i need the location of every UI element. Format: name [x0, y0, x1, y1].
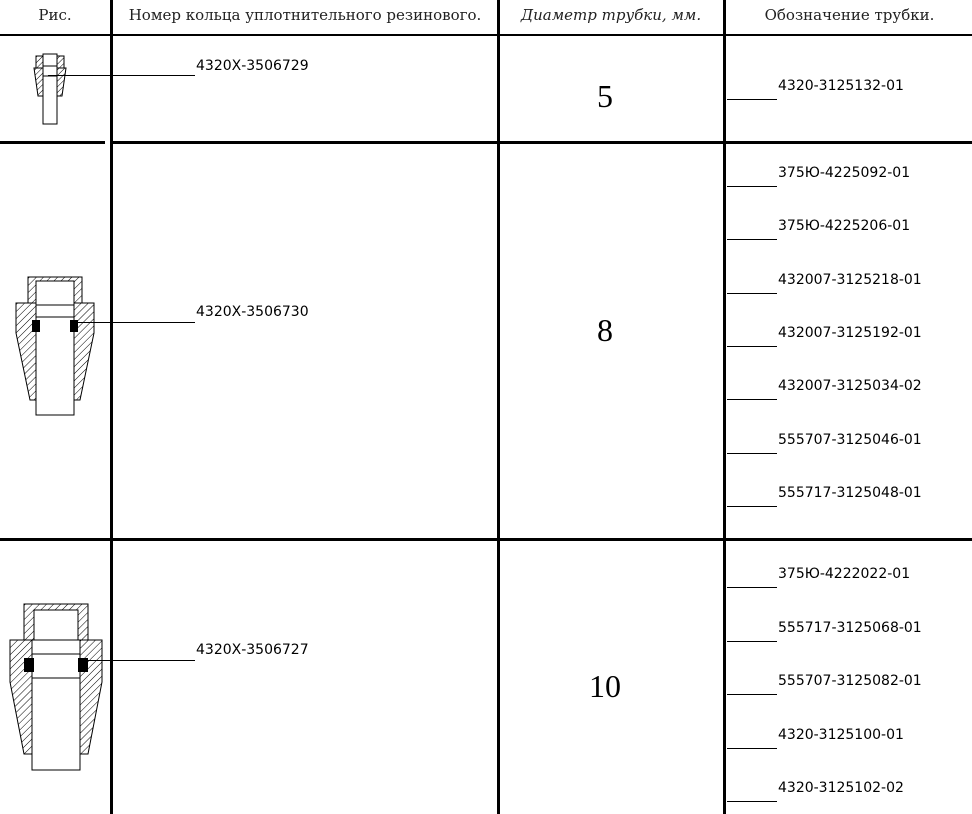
tube-designation: [727, 78, 971, 100]
tube-designation: [727, 272, 971, 294]
tube-leader-line: [727, 694, 777, 695]
tube-code: 4320-3125102-02: [778, 780, 904, 796]
tube-designation: [727, 566, 971, 588]
tube-designation: [727, 165, 971, 187]
tube-leader-line: [727, 587, 777, 588]
tube-leader-line: [727, 99, 777, 100]
fitting-drawing-small: [28, 48, 72, 128]
tube-leader-line: [727, 346, 777, 347]
column-divider: [723, 0, 726, 814]
tube-leader-line: [727, 453, 777, 454]
tube-diameter: 10: [589, 668, 621, 704]
ring-number: 4320Х-3506727: [196, 642, 309, 658]
tube-leader-line: [727, 801, 777, 802]
tube-designation: [727, 673, 971, 695]
tube-leader-line: [727, 293, 777, 294]
column-divider: [110, 0, 113, 814]
tube-designation: [727, 485, 971, 507]
tube-leader-line: [727, 186, 777, 187]
tube-designation: [727, 325, 971, 347]
tube-code: 555717-3125068-01: [778, 620, 922, 636]
tube-code: 375Ю-4222022-01: [778, 566, 911, 582]
tube-designation: [727, 780, 971, 802]
ring-leader-line: [48, 75, 195, 76]
ring-leader-line: [74, 322, 195, 323]
tube-code: 432007-3125034-02: [778, 378, 922, 394]
tube-code: 375Ю-4225206-01: [778, 218, 911, 234]
tube-designation: [727, 620, 971, 642]
tube-leader-line: [727, 399, 777, 400]
tube-code: 432007-3125192-01: [778, 325, 922, 341]
tube-designation: [727, 218, 971, 240]
tube-code: 432007-3125218-01: [778, 272, 922, 288]
fitting-drawing-medium: [10, 275, 100, 420]
header-diameter: Диаметр трубки, мм.: [520, 6, 702, 24]
tube-code: 375Ю-4225092-01: [778, 165, 911, 181]
tube-leader-line: [727, 239, 777, 240]
tube-code: 555707-3125082-01: [778, 673, 922, 689]
ring-number: 4320Х-3506729: [196, 58, 309, 74]
header-bottom-rule: [0, 34, 972, 36]
tube-designation: [727, 378, 971, 400]
tube-code: 4320-3125132-01: [778, 78, 904, 94]
row-divider: [0, 538, 972, 541]
tube-code: 555717-3125048-01: [778, 485, 922, 501]
header-fig: Рис.: [38, 6, 72, 24]
tube-code: 4320-3125100-01: [778, 727, 904, 743]
tube-leader-line: [727, 641, 777, 642]
tube-designation: [727, 432, 971, 454]
tube-leader-line: [727, 748, 777, 749]
ring-leader-line: [80, 660, 195, 661]
ring-number: 4320Х-3506730: [196, 304, 309, 320]
header-ring-number: Номер кольца уплотнительного резинового.: [128, 6, 482, 24]
header-tube-designation: Обозначение трубки.: [764, 6, 935, 24]
tube-diameter: 8: [597, 312, 613, 348]
row-divider: [0, 141, 105, 144]
tube-leader-line: [727, 506, 777, 507]
tube-diameter: 5: [597, 78, 613, 114]
tube-code: 555707-3125046-01: [778, 432, 922, 448]
row-divider: [110, 141, 972, 144]
fitting-drawing-large: [6, 602, 106, 774]
tube-designation: [727, 727, 971, 749]
